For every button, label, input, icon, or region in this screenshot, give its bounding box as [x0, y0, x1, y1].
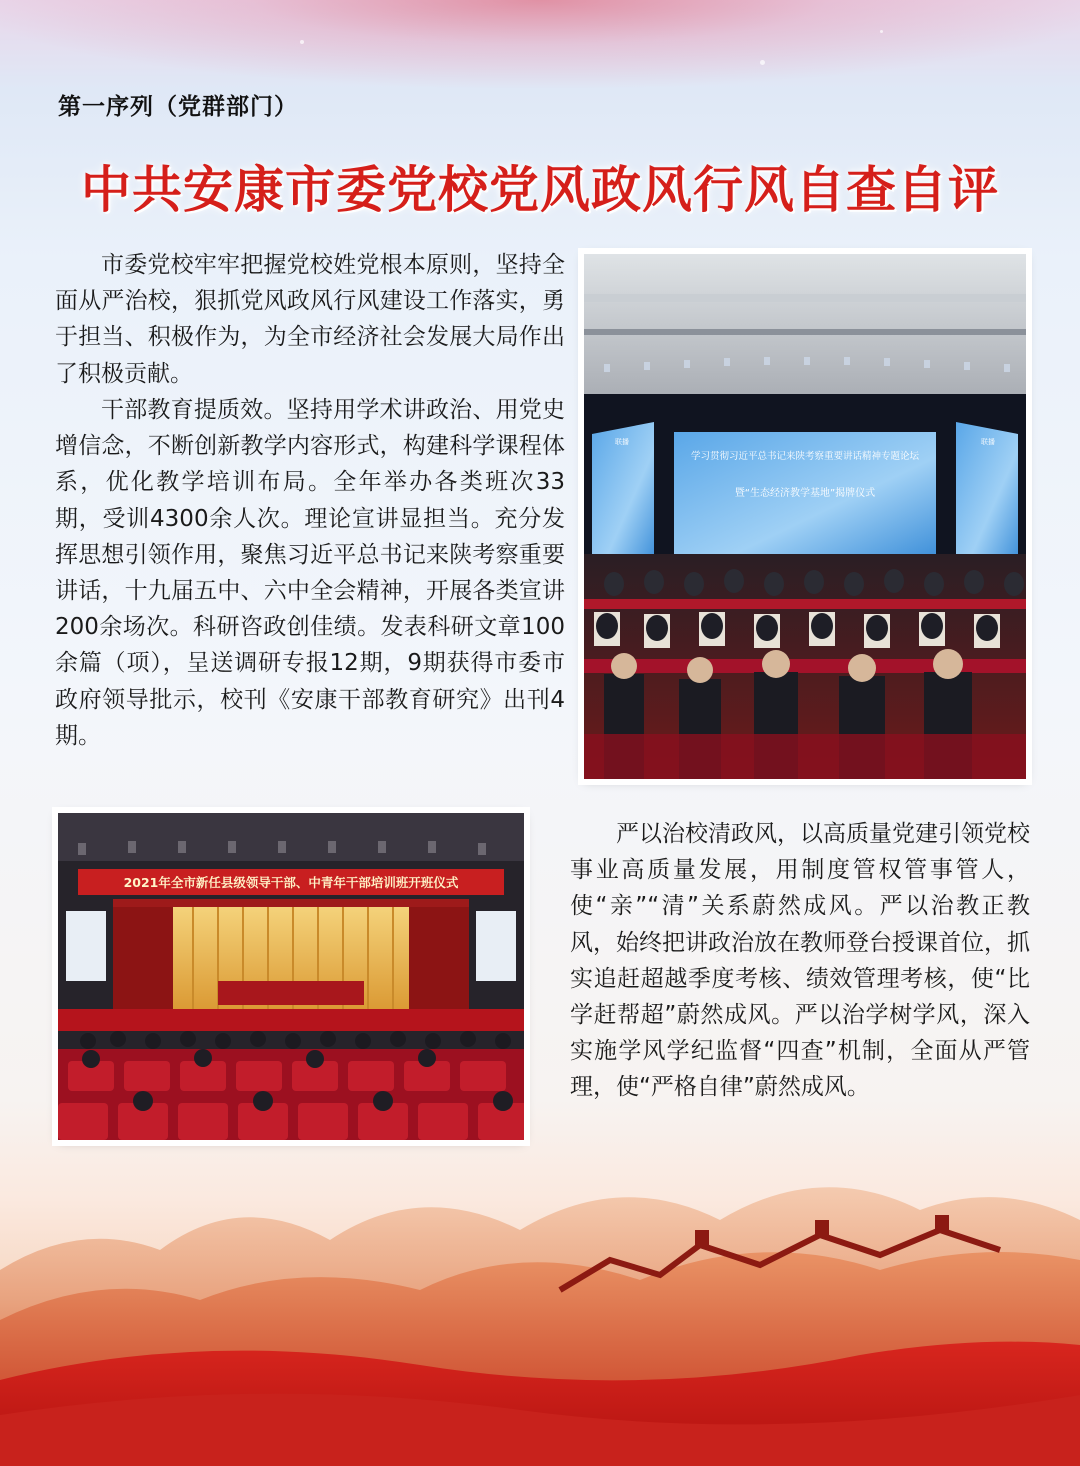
screen-title: 学习贯彻习近平总书记来陕考察重要讲话精神专题论坛	[690, 451, 920, 462]
ceremony-photo	[58, 813, 524, 1140]
sparkle-decoration	[880, 30, 883, 33]
sparkle-decoration	[300, 40, 304, 44]
screen-subtitle: 暨“生态经济教学基地”揭牌仪式	[734, 488, 876, 499]
ceremony-banner: 2021年全市新任县级领导干部、中青年干部培训班开班仪式	[123, 875, 459, 890]
side-screen-label: 联播	[615, 438, 629, 446]
paragraph-style: 严以治校清政风，以高质量党建引领党校事业高质量发展，用制度管权管事管人，使“亲”“清”关系蔚然成风。严以治教正教风，始终把讲政治放在教师登台授课首位，抓实追赶超越季度考核、绩效管理考核，使“比学赶帮超”蔚然成风。严以治学树学风，深入实施学风学纪监督“四查”机制，全面从严管理，使“严格自律”蔚然成风。	[570, 821, 1030, 1101]
top-decoration	[0, 0, 1080, 90]
side-screen-label: 联播	[981, 438, 995, 446]
paragraph-education: 干部教育提质效。坚持用学术讲政治、用党史增信念，不断创新教学内容形式，构建科学课程体系，优化教学培训布局。全年举办各类班次33期，受训4300余人次。理论宣讲显担当。充分发挥思想引领作用，聚焦习近平总书记来陕考察重要讲话，十九届五中、六中全会精神，开展各类宣讲200余场次。科研咨政创佳绩。发表科研文章100余篇（项），呈送调研专报12期，9期获得市委市政府领导批示，校刊《安康干部教育研究》出刊4期。	[55, 397, 565, 749]
forum-photo-illustration	[584, 254, 1026, 779]
great-wall-decoration	[0, 1150, 1080, 1466]
page-title: 中共安康市委党校党风政风行风自查自评	[81, 160, 999, 219]
series-label: 第一序列（党群部门）	[58, 93, 298, 120]
forum-photo	[584, 254, 1026, 779]
ceremony-photo-illustration	[58, 813, 524, 1140]
paragraph-intro: 市委党校牢牢把握党校姓党根本原则，坚持全面从严治校，狠抓党风政风行风建设工作落实，勇于担当、积极作为，为全市经济社会发展大局作出了积极贡献。	[55, 252, 565, 387]
sparkle-decoration	[760, 60, 765, 65]
